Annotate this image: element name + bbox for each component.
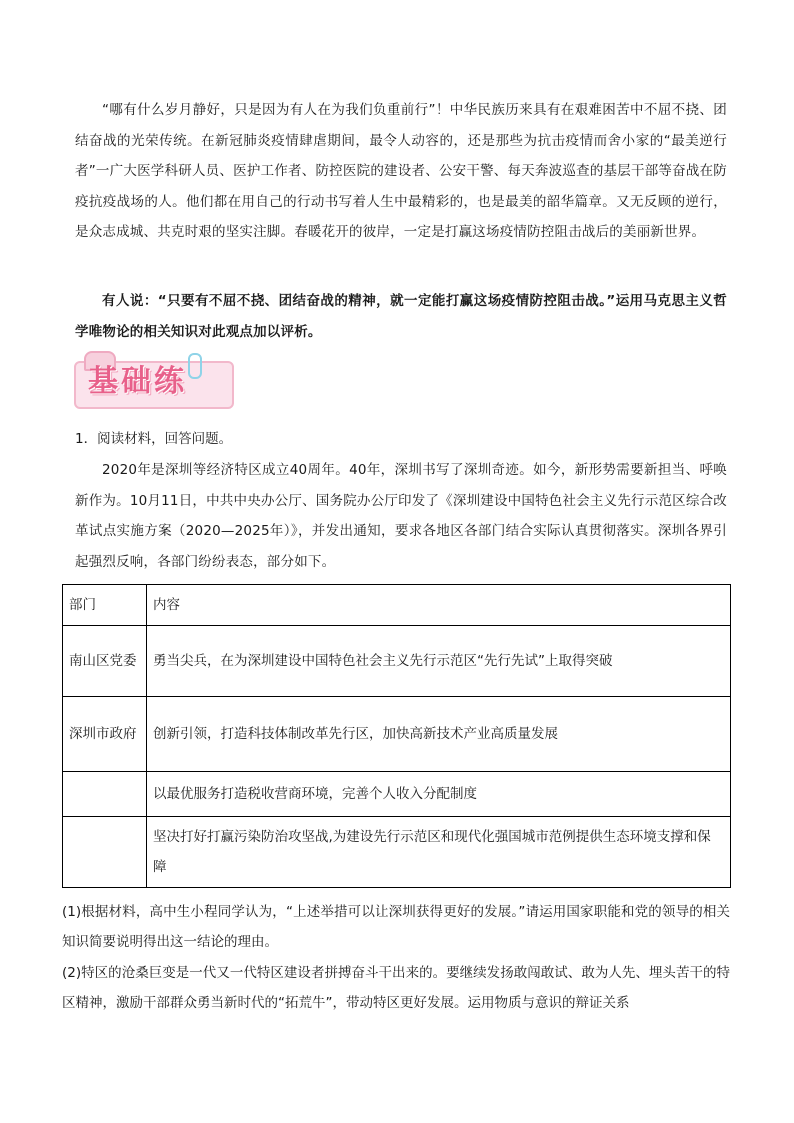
table-cell-content: 创新引领，打造科技体制改革先行区，加快高新技术产业高质量发展: [147, 697, 731, 772]
table-header-row: [63, 585, 731, 626]
paperclip-icon: [188, 353, 202, 379]
question-1-heading: 1．阅读材料，回答问题。: [75, 431, 233, 447]
table-row: [63, 817, 731, 888]
table-header-cell: 内容: [147, 585, 731, 626]
banner-title: 基础练: [88, 364, 187, 399]
sub-question-2: (2)特区的沧桑巨变是一代又一代特区建设者拼搏奋斗干出来的。要继续发扬敢闯敢试、敢为人先、埋头苦干的特区精神，激励干部群众勇当新时代的“拓荒牛”，带动特区更好发展。运用物质与意识的辩证关系: [62, 965, 730, 1011]
department-table: [62, 584, 731, 888]
table-cell-department: 深圳市政府: [63, 697, 147, 772]
table-row: [63, 697, 731, 772]
table-cell-content: 坚决打好打赢污染防治攻坚战,为建设先行示范区和现代化强国城市范例提供生态环境支撑和保障: [147, 817, 731, 888]
table-cell-content: 以最优服务打造税收营商环境，完善个人收入分配制度: [147, 772, 731, 817]
question-1-material: 2020年是深圳等经济特区成立40周年。40年，深圳书写了深圳奇迹。如今，新形势需要新担当、呼唤新作为。10月11日，中共中央办公厅、国务院办公厅印发了《深圳建设中国特色社会主义先行示范区综合改革试点实施方案（2020—2025年）》，并发出通知，要求各地区各部门结合实际认真贯彻落实。深圳各界引起强烈反响，各部门纷纷表态，部分如下。: [75, 462, 727, 570]
table-cell-department: 南山区党委: [63, 626, 147, 697]
table-header-cell: 部门: [63, 585, 147, 626]
table-row: [63, 626, 731, 697]
table-cell-content: 勇当尖兵，在为深圳建设中国特色社会主义先行示范区“先行先试”上取得突破: [147, 626, 731, 697]
question-prompt: 有人说：“只要有不屈不挠、团结奋战的精神，就一定能打赢这场疫情防控阻击战。”运用马克思主义哲学唯物论的相关知识对此观点加以评析。: [75, 293, 727, 340]
intro-paragraph: “哪有什么岁月静好，只是因为有人在为我们负重前行”！中华民族历来具有在艰难困苦中不屈不挠、团结奋战的光荣传统。在新冠肺炎疫情肆虐期间，最令人动容的，还是那些为抗击疫情而舍小家的“最美逆行者”一广大医学科研人员、医护工作者、防控医院的建设者、公安干警、每天奔波巡查的基层干部等奋战在防疫抗疫战场的人。他们都在用自己的行动书写着人生中最精彩的，也是最美的韶华篇章。又无反顾的逆行，是众志成城、共克时艰的坚实注脚。春暖花开的彼岸，一定是打赢这场疫情防控阻击战后的美丽新世界。: [75, 102, 727, 240]
table-cell-department: [63, 772, 147, 817]
table-cell-department: [63, 817, 147, 888]
table-row: [63, 772, 731, 817]
sub-question-1: (1)根据材料，高中生小程同学认为，“上述举措可以让深圳获得更好的发展。”请运用国家职能和党的领导的相关知识简要说明得出这一结论的理由。: [62, 904, 730, 950]
section-banner: [70, 355, 235, 411]
